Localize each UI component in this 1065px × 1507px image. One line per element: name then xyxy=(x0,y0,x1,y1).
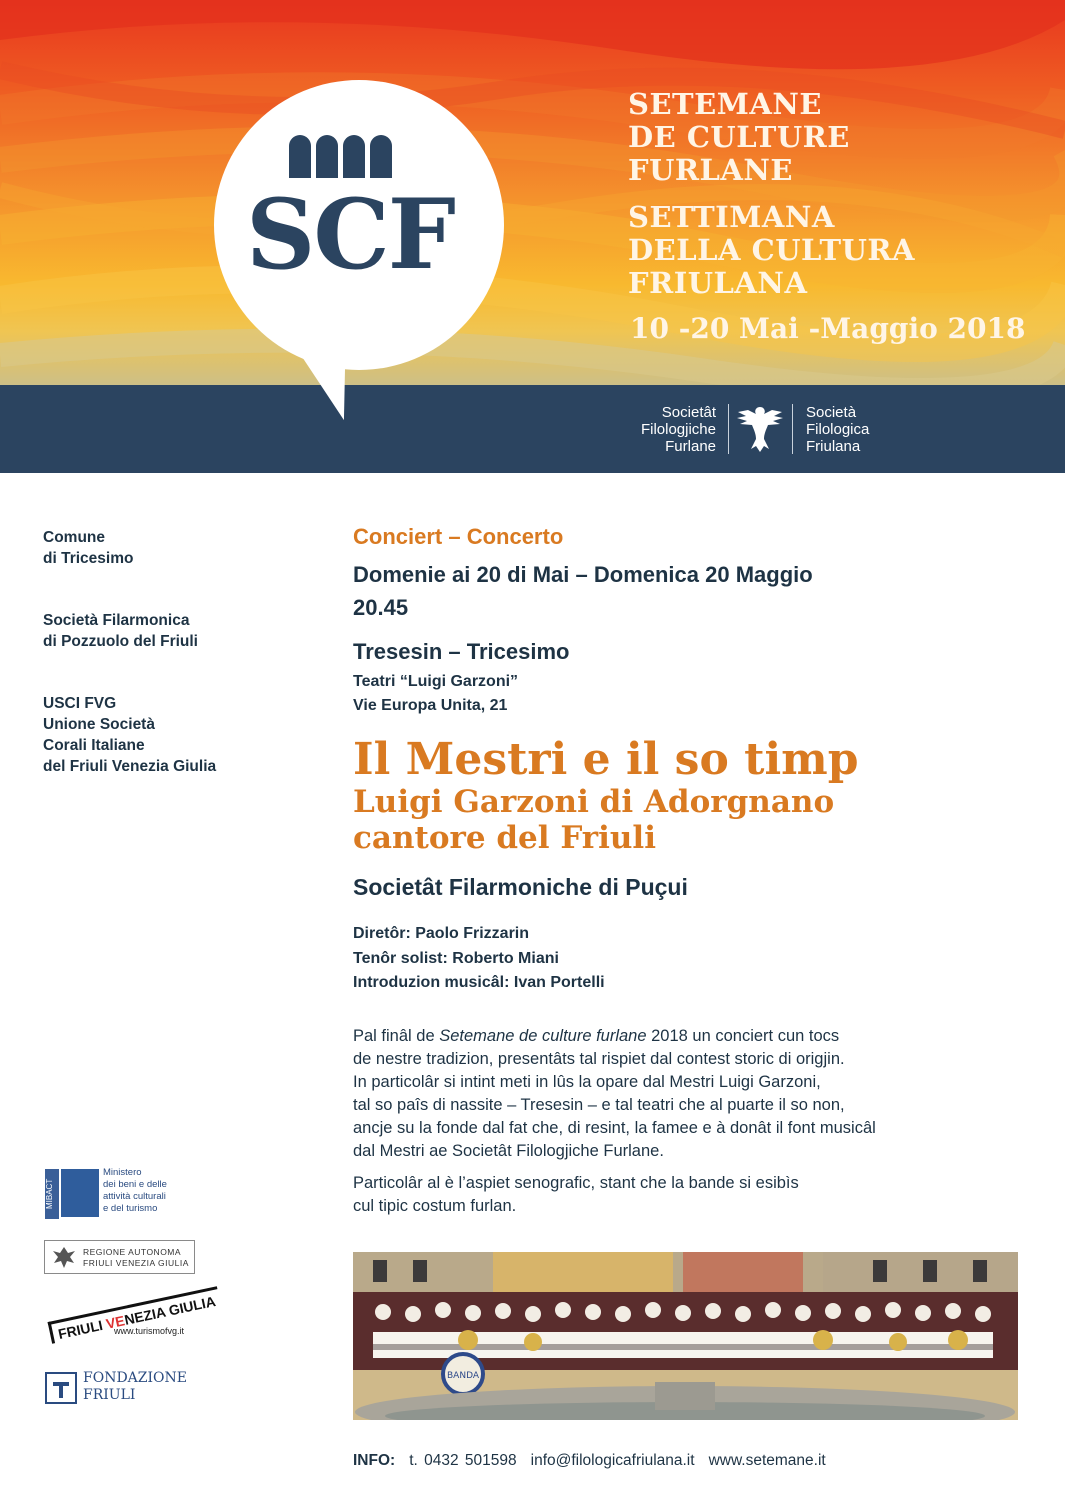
mibact-line: attività culturali xyxy=(103,1191,166,1202)
event-subtitle xyxy=(353,784,834,856)
society-line: Filologjiche xyxy=(640,421,716,438)
description-paragraph xyxy=(353,1172,953,1218)
info-website[interactable]: www.setemane.it xyxy=(708,1452,826,1469)
organizer-line: USCI FVG xyxy=(43,695,117,712)
description-text: 2018 un conciert cun tocs xyxy=(646,1027,840,1045)
description-paragraph xyxy=(353,1025,953,1163)
event-venue-block xyxy=(353,670,518,718)
regione-fvg-logo xyxy=(44,1240,195,1274)
title-italian-line: SETTIMANA xyxy=(628,200,835,234)
organizer-line: del Friuli Venezia Giulia xyxy=(43,758,217,775)
event-address: Vie Europa Unita, 21 xyxy=(353,697,508,714)
society-line: Societât xyxy=(661,404,716,421)
organizer-line: Corali Italiane xyxy=(43,737,145,754)
credit-item: Tenôr solist: Roberto Miani xyxy=(353,949,559,967)
event-place: Tresesin – Tricesimo xyxy=(353,639,570,664)
mibact-mark: MIBACT xyxy=(45,1169,59,1219)
society-line: Furlane xyxy=(665,438,716,455)
description-line: ancje su la fonde dal fat che, di resint, la famee e à donât il font musicâl xyxy=(353,1119,876,1137)
event-time: 20.45 xyxy=(353,595,409,620)
fvg-url: www.turismofvg.it xyxy=(114,1326,185,1336)
description-text: Pal finâl de xyxy=(353,1027,440,1045)
festival-title xyxy=(628,88,915,300)
regione-eagle-icon xyxy=(51,1244,77,1270)
title-furlan-line: DE CULTURE xyxy=(628,120,850,154)
organizer-filarmonica xyxy=(43,610,198,652)
organizer-line: Comune xyxy=(43,529,105,546)
title-italian-line: DELLA CULTURA xyxy=(628,233,915,267)
event-venue: Teatri “Luigi Garzoni” xyxy=(353,673,519,690)
organizer-line: Società Filarmonica xyxy=(43,612,190,629)
society-line: Filologica xyxy=(806,421,870,438)
organizer-comune xyxy=(43,527,133,569)
info-label: INFO: xyxy=(353,1452,396,1469)
divider xyxy=(728,404,729,454)
society-line: Friulana xyxy=(806,438,861,455)
regione-line: REGIONE AUTONOMA xyxy=(83,1247,182,1257)
fvg-wordmark-part: FRIULI xyxy=(56,1316,108,1343)
info-email[interactable]: info@filologicafriulana.it xyxy=(530,1452,695,1469)
fvg-wordmark-part: NEZIA GIULIA xyxy=(122,1293,217,1328)
description-line: Particolâr al è l’aspiet senografic, stant che la bande si esibìs xyxy=(353,1174,799,1192)
description-line: In particolâr si intint meti in lûs la opare dal Mestri Luigi Garzoni, xyxy=(353,1073,821,1091)
fondazione-line: FONDAZIONE xyxy=(83,1370,187,1386)
description-line: cul tipic costum furlan. xyxy=(353,1197,517,1215)
turismo-fvg-logo xyxy=(46,1292,217,1348)
description-line: dal Mestri ae Societât Filologjiche Furlane. xyxy=(353,1142,664,1160)
festival-dates: 10 -20 Mai -Maggio 2018 xyxy=(630,312,1026,345)
description-italic: Setemane de culture furlane xyxy=(439,1027,647,1045)
title-italian-line: FRIULANA xyxy=(628,266,808,300)
arches-icon xyxy=(287,132,393,178)
credit-item: Introduzion musicâl: Ivan Portelli xyxy=(353,974,605,991)
divider xyxy=(792,404,793,454)
event-date: Domenie ai 20 di Mai – Domenica 20 Maggio xyxy=(353,562,813,587)
event-subtitle-line: Luigi Garzoni di Adorgnano xyxy=(353,784,835,820)
organizer-line: di Tricesimo xyxy=(43,550,134,567)
society-line: Società xyxy=(806,404,857,421)
band-photo-illustration xyxy=(353,1252,1018,1420)
event-dateline xyxy=(353,558,813,624)
event-description xyxy=(353,1025,953,1227)
bass-drum-label: BANDA xyxy=(447,1371,479,1381)
fondazione-friuli-logo xyxy=(45,1370,200,1410)
info-phone: t. 0432 501598 xyxy=(409,1452,517,1469)
header-navy-band xyxy=(0,385,1065,473)
event-kicker: Conciert – Concerto xyxy=(353,524,564,549)
description-line: de nestre tradizion, presentâts tal rispiet dal contest storic di origjin. xyxy=(353,1050,845,1068)
organizer-usci xyxy=(43,693,216,777)
mibact-line: dei beni e delle xyxy=(103,1179,167,1190)
contact-info xyxy=(353,1452,826,1470)
mibact-emblem xyxy=(61,1169,99,1217)
description-line: tal so paîs di nassite – Tresesin – e tal teatri che al puarte il so non, xyxy=(353,1096,845,1114)
mibact-line: Ministero xyxy=(103,1167,142,1178)
fondazione-icon xyxy=(45,1372,77,1404)
eagle-icon xyxy=(734,401,786,457)
fondazione-line: FRIULI xyxy=(83,1387,136,1403)
title-furlan-line: SETEMANE xyxy=(628,87,822,121)
credit-item: Diretôr: Paolo Frizzarin xyxy=(353,925,530,942)
regione-line: FRIULI VENEZIA GIULIA xyxy=(83,1258,189,1268)
band-photo xyxy=(353,1252,1018,1420)
mibact-line: e del turismo xyxy=(103,1203,158,1214)
credits-list xyxy=(353,922,605,996)
organizer-line: Unione Società xyxy=(43,716,155,733)
event-title: Il Mestri e il so timp xyxy=(353,734,859,785)
fvg-wordmark-part: VE xyxy=(104,1312,127,1332)
organizer-line: di Pozzuolo del Friuli xyxy=(43,633,198,650)
society-name-furlan xyxy=(620,404,716,455)
mibact-logo xyxy=(45,1167,205,1222)
performer-band: Societât Filarmoniche di Puçui xyxy=(353,874,688,900)
scf-logo-text: SCF xyxy=(246,178,454,291)
scf-logo-bubble-tail xyxy=(286,328,354,425)
event-subtitle-line: cantore del Friuli xyxy=(353,820,656,856)
title-furlan-line: FURLANE xyxy=(628,153,793,187)
society-name-italian xyxy=(806,404,869,455)
